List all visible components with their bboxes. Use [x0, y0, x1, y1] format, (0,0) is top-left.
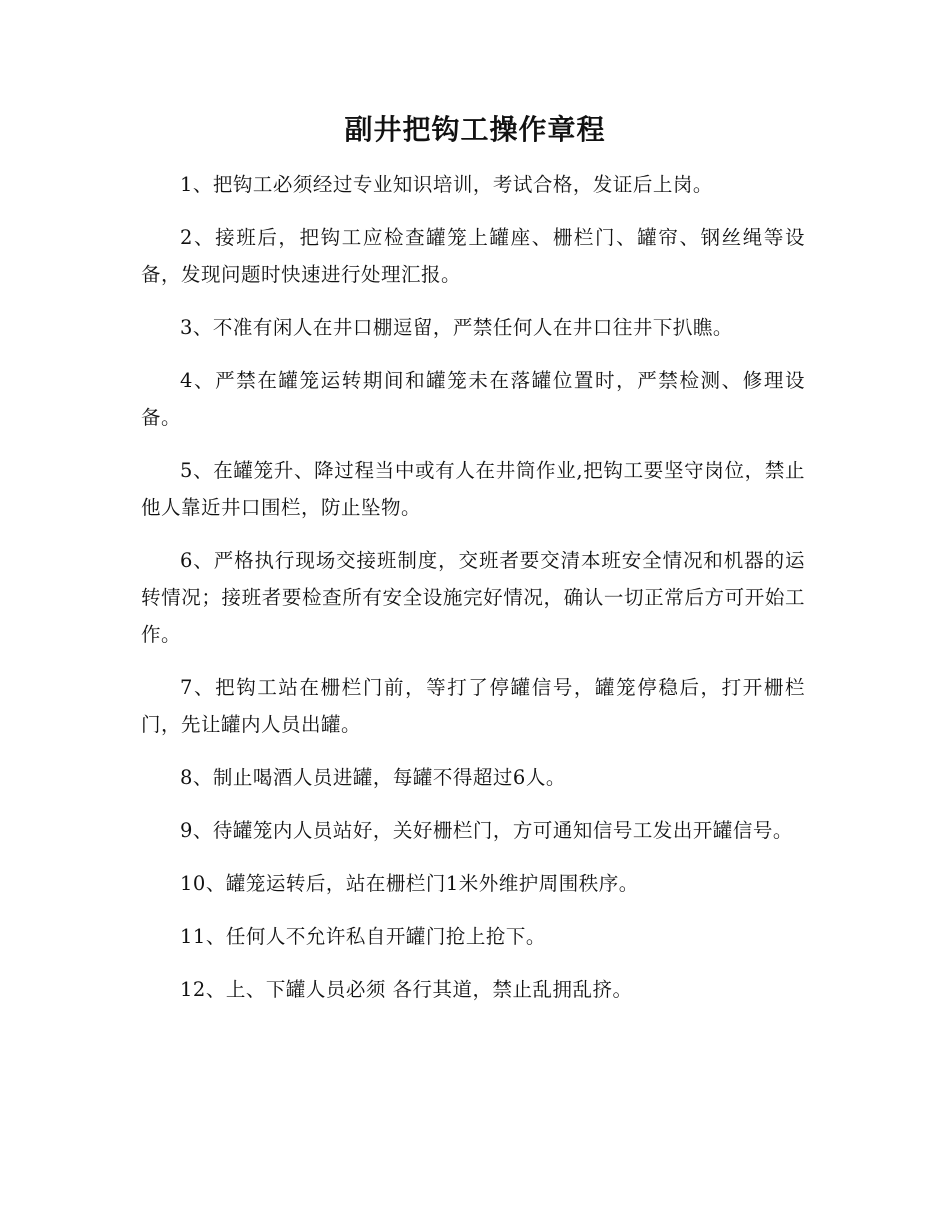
document-title: 副井把钩工操作章程	[344, 113, 606, 146]
rule-paragraph-8: 8、制止喝酒人员进罐，每罐不得超过6人。	[180, 766, 566, 789]
document-body	[141, 166, 805, 1024]
rule-paragraph-4: 4、严禁在罐笼运转期间和罐笼未在落罐位置时，严禁检测、修理设备。	[141, 369, 805, 429]
rule-paragraph-1: 1、把钩工必须经过专业知识培训，考试合格，发证后上岗。	[180, 173, 713, 196]
rule-paragraph-6: 6、严格执行现场交接班制度，交班者要交清本班安全情况和机器的运转情况；接班者要检查所有安全设施完好情况，确认一切正常后方可开始工作。	[141, 549, 805, 646]
rule-paragraph-3: 3、不准有闲人在井口棚逗留，严禁任何人在井口往井下扒瞧。	[180, 316, 733, 339]
rule-paragraph-11: 11、任何人不允许私自开罐门抢上抢下。	[180, 925, 546, 948]
rule-paragraph-10: 10、罐笼运转后，站在栅栏门1米外维护周围秩序。	[180, 872, 639, 895]
rule-paragraph-9: 9、待罐笼内人员站好，关好栅栏门，方可通知信号工发出开罐信号。	[180, 819, 793, 842]
rule-paragraph-12: 12、上、下罐人员必须 各行其道，禁止乱拥乱挤。	[180, 978, 633, 1001]
rule-paragraph-5: 5、在罐笼升、降过程当中或有人在井筒作业,把钩工要坚守岗位，禁止他人靠近井口围栏，防止坠物。	[141, 459, 805, 519]
rule-paragraph-2: 2、接班后，把钩工应检查罐笼上罐座、栅栏门、罐帘、钢丝绳等设备，发现问题时快速进行处理汇报。	[141, 226, 805, 286]
rule-paragraph-7: 7、把钩工站在栅栏门前，等打了停罐信号，罐笼停稳后，打开栅栏门，先让罐内人员出罐。	[141, 676, 805, 736]
